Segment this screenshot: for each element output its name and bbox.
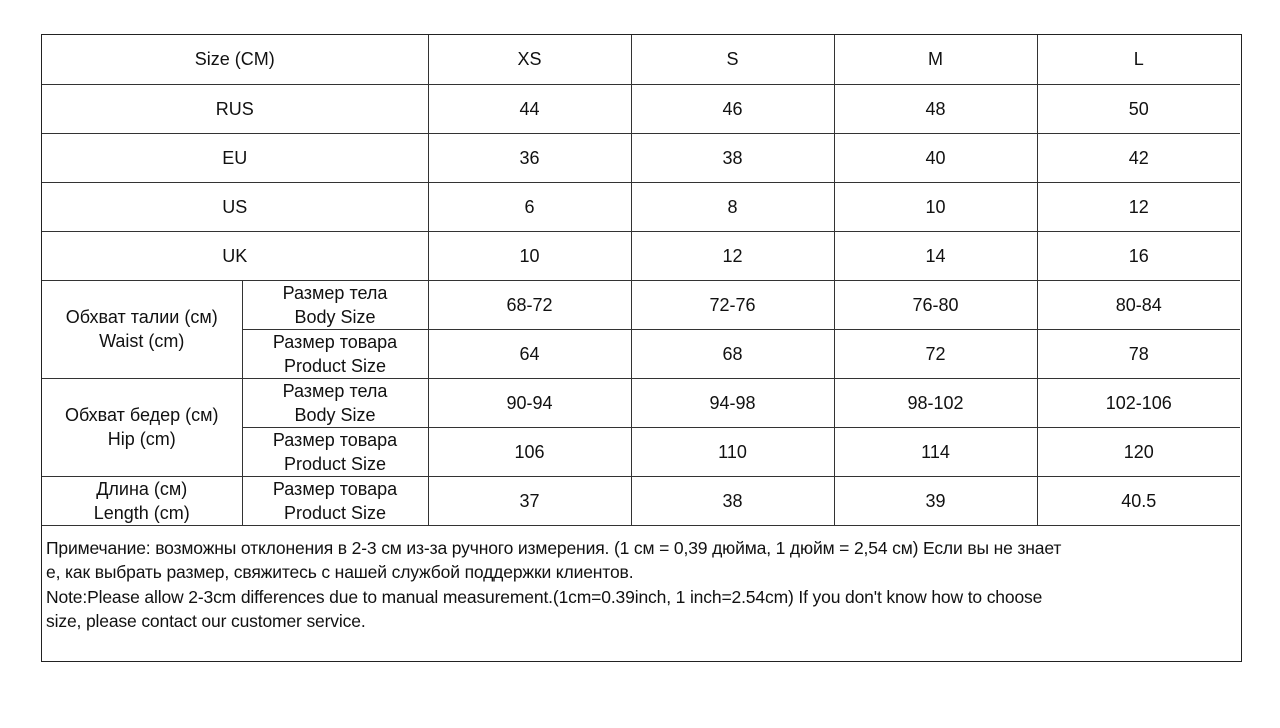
table-cell: 46 <box>631 84 834 133</box>
table-cell: 114 <box>834 427 1037 476</box>
sub-label-waist-product <box>242 329 428 378</box>
table-cell: 76-80 <box>834 280 1037 329</box>
table-cell: 38 <box>631 133 834 182</box>
sub-label-length-product <box>242 476 428 525</box>
table-cell: 64 <box>428 329 631 378</box>
table-cell: 14 <box>834 231 1037 280</box>
measurement-note <box>42 526 1241 634</box>
table-cell: 110 <box>631 427 834 476</box>
table-cell: 10 <box>428 231 631 280</box>
size-header-s: S <box>631 35 834 84</box>
table-cell: 40.5 <box>1037 476 1240 525</box>
table-cell: 102-106 <box>1037 378 1240 427</box>
row-group-label-length <box>42 476 242 525</box>
waist-label-en: Waist (cm) <box>99 331 185 351</box>
table-row-eu <box>42 133 1240 182</box>
table-cell: 72-76 <box>631 280 834 329</box>
table-cell: 12 <box>1037 182 1240 231</box>
table-cell: 120 <box>1037 427 1240 476</box>
table-cell: 12 <box>631 231 834 280</box>
row-label-eu: EU <box>42 133 428 182</box>
sub-label-ru: Размер товара <box>272 429 398 450</box>
table-cell: 16 <box>1037 231 1240 280</box>
table-cell: 78 <box>1037 329 1240 378</box>
sub-label-hip-body <box>242 378 428 427</box>
table-cell: 90-94 <box>428 378 631 427</box>
table-cell: 94-98 <box>631 378 834 427</box>
table-row-waist-body <box>42 280 1240 329</box>
sub-label-ru: Размер товара <box>272 478 398 499</box>
table-cell: 68 <box>631 329 834 378</box>
row-group-label-waist <box>42 280 242 378</box>
row-label-rus: RUS <box>42 84 428 133</box>
table-cell: 10 <box>834 182 1037 231</box>
size-chart <box>41 34 1242 662</box>
table-cell: 36 <box>428 133 631 182</box>
note-en-line-2: size, please contact our customer service. <box>46 611 366 631</box>
sub-label-en: Product Size <box>283 453 387 474</box>
table-cell: 50 <box>1037 84 1240 133</box>
sub-label-ru: Размер тела <box>282 282 388 303</box>
hip-label-ru: Обхват бедер (см) <box>64 405 219 425</box>
sub-label-en: Body Size <box>294 306 376 327</box>
size-table <box>42 35 1240 526</box>
row-label-uk: UK <box>42 231 428 280</box>
sub-label-hip-product <box>242 427 428 476</box>
table-cell: 48 <box>834 84 1037 133</box>
size-header-l: L <box>1037 35 1240 84</box>
length-label-ru: Длина (см) <box>96 478 188 499</box>
length-label-en: Length (cm) <box>93 502 190 523</box>
table-cell: 80-84 <box>1037 280 1240 329</box>
table-row-hip-body <box>42 378 1240 427</box>
header-row <box>42 35 1240 84</box>
table-cell: 68-72 <box>428 280 631 329</box>
table-cell: 106 <box>428 427 631 476</box>
row-label-us: US <box>42 182 428 231</box>
row-group-label-hip <box>42 378 242 476</box>
hip-label-en: Hip (cm) <box>107 429 176 449</box>
sub-label-ru: Размер тела <box>282 380 388 401</box>
table-row-rus <box>42 84 1240 133</box>
table-cell: 8 <box>631 182 834 231</box>
sub-label-en: Body Size <box>294 404 376 425</box>
table-cell: 38 <box>631 476 834 525</box>
table-cell: 72 <box>834 329 1037 378</box>
size-header-xs: XS <box>428 35 631 84</box>
table-cell: 44 <box>428 84 631 133</box>
note-ru-line-2: е, как выбрать размер, свяжитесь с нашей службой поддержки клиентов. <box>46 562 634 582</box>
note-ru-line-1: Примечание: возможны отклонения в 2-3 см из-за ручного измерения. (1 см = 0,39 дюйма, 1 дюйм = 2,54 см) Если вы не знает <box>46 537 1062 558</box>
table-cell: 39 <box>834 476 1037 525</box>
waist-label-ru: Обхват талии (см) <box>65 307 218 327</box>
table-cell: 37 <box>428 476 631 525</box>
sub-label-ru: Размер товара <box>272 331 398 352</box>
size-header-m: M <box>834 35 1037 84</box>
table-cell: 98-102 <box>834 378 1037 427</box>
table-row-length-product <box>42 476 1240 525</box>
table-cell: 6 <box>428 182 631 231</box>
sub-label-en: Product Size <box>283 355 387 376</box>
table-row-us <box>42 182 1240 231</box>
sub-label-en: Product Size <box>283 502 387 523</box>
size-header-label: Size (CM) <box>42 35 428 84</box>
table-row-uk <box>42 231 1240 280</box>
sub-label-waist-body <box>242 280 428 329</box>
table-cell: 40 <box>834 133 1037 182</box>
table-cell: 42 <box>1037 133 1240 182</box>
note-en-line-1: Note:Please allow 2-3cm differences due to manual measurement.(1cm=0.39inch, 1 inch=2.54cm) If you don't know how to choose <box>46 586 1043 607</box>
